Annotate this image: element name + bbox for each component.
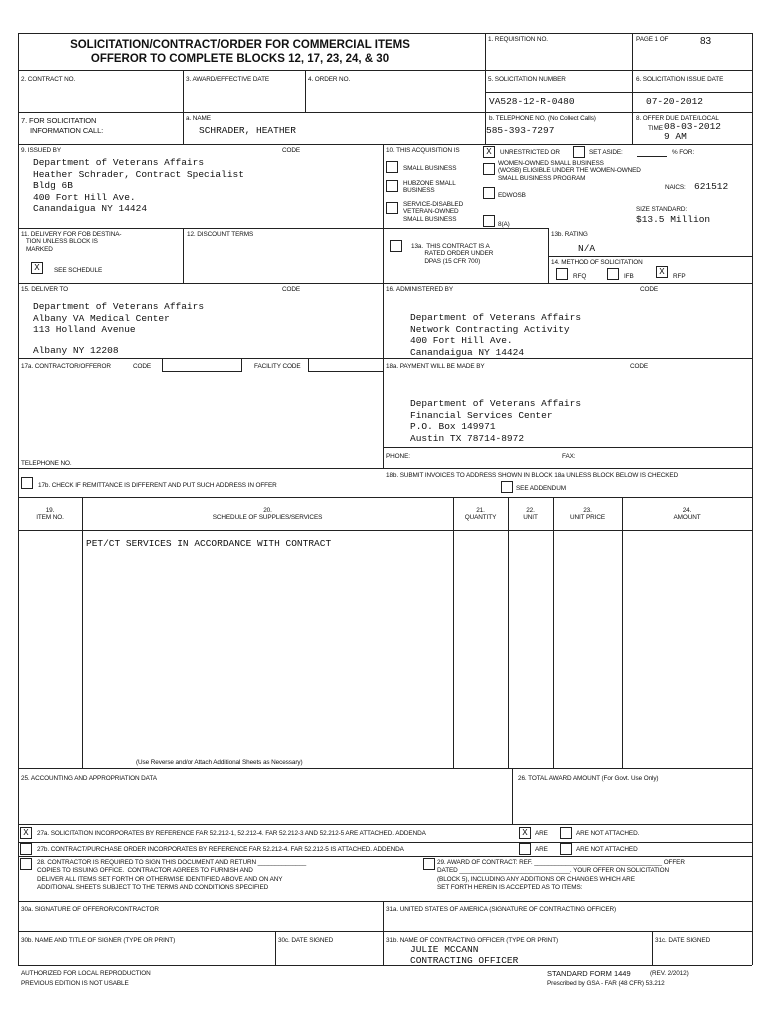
set-aside-label: SET ASIDE: [589, 149, 623, 156]
block31b-label: 31b. NAME OF CONTRACTING OFFICER (TYPE OR PRINT) [386, 937, 559, 944]
rfq-checkbox[interactable] [556, 268, 568, 280]
block9-code-label: CODE [282, 147, 301, 154]
8a-checkbox[interactable] [483, 215, 495, 227]
block16-code-label: CODE [640, 286, 659, 293]
rule [18, 824, 752, 825]
block13b-label: 13b. RATING [551, 231, 588, 238]
rule [383, 447, 752, 448]
size-standard-value[interactable]: $13.5 Million [636, 214, 711, 225]
block1-label: 1. REQUISITION NO. [488, 36, 548, 43]
rating-value[interactable]: N/A [578, 243, 596, 254]
rule [183, 112, 184, 144]
27b-are-label: ARE [535, 846, 548, 853]
rule [548, 256, 752, 257]
see-schedule-label: SEE SCHEDULE [54, 267, 103, 274]
rule [18, 358, 752, 359]
rule [18, 856, 752, 857]
block18a-code-label: CODE [630, 363, 649, 370]
block6-label: 6. SOLICITATION ISSUE DATE [636, 76, 724, 83]
27a-are-not-checkbox[interactable] [560, 827, 572, 839]
block27a-label: 27a. SOLICITATION INCORPORATES BY REFERENCE FAR 52.212-1, 52.212-4. FAR 52.212-3 AND 52.212-5 ARE ATTACHED. ADDENDA [37, 830, 426, 837]
rule [508, 497, 509, 768]
rule [622, 497, 623, 768]
rule [18, 144, 752, 145]
footer-form-number: STANDARD FORM 1449 [547, 969, 631, 978]
rule [18, 112, 752, 113]
percent-for-label: % FOR: [672, 149, 695, 156]
27b-are-not-checkbox[interactable] [560, 843, 572, 855]
block27b-label: 27b. CONTRACT/PURCHASE ORDER INCORPORATES BY REFERENCE FAR 52.212-4. FAR 52.212-5 IS ATTACHED. ADDENDA [37, 846, 404, 853]
col-quantity-header: 21. QUANTITY [464, 507, 497, 522]
rule [553, 497, 554, 768]
fax-label: FAX: [562, 453, 576, 460]
reverse-note: (Use Reverse and/or Attach Additional Sheets as Necessary) [136, 759, 303, 766]
rfp-checkbox[interactable]: X [656, 266, 668, 278]
telephone-number[interactable]: 585-393-7297 [486, 125, 555, 136]
block17a-label: 17a. CONTRACTOR/OFFEROR [21, 363, 111, 370]
27b-are-not-label: ARE NOT ATTACHED [576, 846, 638, 853]
sdvosb-label: SERVICE-DISABLED VETERAN-OWNED SMALL BUSINESS [403, 201, 464, 223]
schedule-item-description[interactable]: PET/CT SERVICES IN ACCORDANCE WITH CONTRACT [86, 538, 332, 549]
set-aside-checkbox[interactable] [573, 146, 585, 158]
block26-label: 26. TOTAL AWARD AMOUNT (For Govt. Use Only) [518, 775, 659, 782]
wosb-checkbox[interactable] [483, 163, 495, 175]
see-schedule-checkbox[interactable]: X [31, 262, 43, 274]
form-top-border [18, 33, 752, 34]
block18b-label: 18b. SUBMIT INVOICES TO ADDRESS SHOWN IN BLOCK 18a UNLESS BLOCK BELOW IS CHECKED [386, 472, 679, 479]
28-checkbox[interactable] [20, 858, 32, 870]
rule [18, 70, 752, 71]
27b-checkbox[interactable] [20, 843, 32, 855]
rule [512, 768, 513, 824]
contractor-code-box[interactable] [162, 358, 242, 372]
naics-code[interactable]: 621512 [694, 181, 729, 192]
col-schedule-header: 20. SCHEDULE OF SUPPLIES/SERVICES [212, 507, 323, 522]
block17b-label: 17b. CHECK IF REMITTANCE IS DIFFERENT AND PUT SUCH ADDRESS IN OFFER [38, 482, 277, 489]
set-aside-percent-line [637, 156, 667, 157]
block25-label: 25. ACCOUNTING AND APPROPRIATION DATA [21, 775, 157, 782]
block15-code-label: CODE [282, 286, 301, 293]
block15-label: 15. DELIVER TO [21, 286, 69, 293]
rule [18, 530, 752, 531]
rule [18, 228, 383, 229]
rule [18, 842, 752, 843]
deliver-to-address[interactable]: Department of Veterans Affairs Albany VA Medical Center 113 Holland Avenue [33, 301, 205, 335]
small-business-label: SMALL BUSINESS [403, 165, 457, 172]
block9-label: 9. ISSUED BY [21, 147, 61, 154]
block7-label: 7. FOR SOLICITATION [21, 116, 97, 125]
rule [383, 228, 548, 229]
remittance-checkbox[interactable] [21, 477, 33, 489]
rule [18, 768, 752, 769]
block5-label: 5. SOLICITATION NUMBER [488, 76, 566, 83]
facility-code-label: FACILITY CODE [254, 363, 301, 370]
block18a-label: 18a. PAYMENT WILL BE MADE BY [386, 363, 485, 370]
block11-label: 11. DELIVERY FOR FOB DESTINA- TION UNLESS BLOCK IS MARKED [21, 231, 122, 253]
rule [18, 497, 752, 498]
27a-are-checkbox[interactable]: X [519, 827, 531, 839]
block30b-label: 30b. NAME AND TITLE OF SIGNER (TYPE OR PRINT) [21, 937, 176, 944]
block13a-label: 13a. THIS CONTRACT IS A RATED ORDER UNDER DPAS (15 CFR 700) [411, 243, 494, 265]
footer-reproduction: AUTHORIZED FOR LOCAL REPRODUCTION [21, 970, 151, 977]
rule [383, 144, 384, 468]
facility-code-box[interactable] [308, 358, 384, 372]
27a-are-label: ARE [535, 830, 548, 837]
ifb-checkbox[interactable] [607, 268, 619, 280]
solicitation-number[interactable]: VA528-12-R-0480 [489, 96, 575, 107]
see-addendum-label: SEE ADDENDUM [516, 485, 566, 492]
rated-order-checkbox[interactable] [390, 240, 402, 252]
see-addendum-checkbox[interactable] [501, 481, 513, 493]
form-title-line1: SOLICITATION/CONTRACT/ORDER FOR COMMERCIAL ITEMS [70, 39, 410, 51]
hubzone-label: HUBZONE SMALL BUSINESS [403, 180, 456, 195]
block14-label: 14. METHOD OF SOLICITATION [551, 259, 643, 266]
block7-label-2: INFORMATION CALL: [30, 126, 104, 135]
27a-checkbox[interactable]: X [20, 827, 32, 839]
naics-label: NAICS: [665, 184, 686, 191]
deliver-to-city[interactable]: Albany NY 12208 [33, 345, 119, 356]
administered-by-address[interactable]: Department of Veterans Affairs Network Contracting Activity 400 Fort Hill Ave. Canandaigua NY 14424 [410, 312, 582, 358]
block8-label: 8. OFFER DUE DATE/LOCAL [636, 115, 719, 122]
rule [18, 468, 752, 469]
rule [383, 901, 384, 965]
rule [548, 228, 549, 283]
rule [485, 92, 752, 93]
col-amount-header: 24. AMOUNT [673, 507, 701, 522]
phone-label: PHONE: [386, 453, 410, 460]
contact-name[interactable]: SCHRADER, HEATHER [199, 125, 296, 136]
block16-label: 16. ADMINISTERED BY [386, 286, 453, 293]
block30c-label: 30c. DATE SIGNED [278, 937, 334, 944]
block30a-label: 30a. SIGNATURE OF OFFEROR/CONTRACTOR [21, 906, 159, 913]
unrestricted-label: UNRESTRICTED OR [500, 149, 560, 156]
form-left-border [18, 33, 19, 965]
rule [652, 931, 653, 965]
block10-label: 10. THIS ACQUISITION IS [386, 147, 460, 154]
sdvosb-checkbox[interactable] [386, 202, 398, 214]
rfq-label: RFQ [573, 273, 587, 280]
form-right-border [752, 33, 753, 965]
rfp-label: RFP [673, 273, 686, 280]
rule [18, 283, 752, 284]
block3-label: 3. AWARD/EFFECTIVE DATE [186, 76, 270, 83]
offer-due-time[interactable]: 9 AM [664, 131, 687, 142]
footer-previous-edition: PREVIOUS EDITION IS NOT USABLE [21, 980, 129, 987]
rule [453, 497, 454, 768]
col-unit-price-header: 23. UNIT PRICE [569, 507, 606, 522]
block12-label: 12. DISCOUNT TERMS [187, 231, 254, 238]
rule [18, 901, 752, 902]
small-business-checkbox[interactable] [386, 161, 398, 173]
block7b-label: b. TELEPHONE NO. (No Collect Calls) [489, 115, 596, 122]
page-label: PAGE 1 OF [636, 36, 669, 43]
rule [183, 228, 184, 283]
rule [632, 33, 633, 144]
rule [82, 497, 83, 768]
27a-are-not-label: ARE NOT ATTACHED. [576, 830, 640, 837]
unrestricted-checkbox[interactable]: X [483, 146, 495, 158]
time-label: TIME [648, 125, 663, 132]
rule [183, 70, 184, 112]
telephone-label: TELEPHONE NO. [21, 460, 72, 467]
edwosb-checkbox[interactable] [483, 187, 495, 199]
edwosb-label: EDWOSB [498, 192, 526, 199]
contracting-officer-title[interactable]: CONTRACTING OFFICER [410, 955, 519, 966]
block17a-code-label: CODE [133, 363, 152, 370]
offer-due-date[interactable]: 08-03-2012 [664, 121, 722, 132]
block31a-label: 31a. UNITED STATES OF AMERICA (SIGNATURE OF CONTRACTING OFFICER) [386, 906, 617, 913]
block7a-label: a. NAME [186, 115, 211, 122]
block4-label: 4. ORDER NO. [308, 76, 351, 83]
col-unit-header: 22. UNIT [523, 507, 538, 522]
payment-address[interactable]: Department of Veterans Affairs Financial Services Center P.O. Box 149971 Austin TX 78714-8972 [410, 398, 582, 444]
hubzone-checkbox[interactable] [386, 180, 398, 192]
8a-label: 8(A) [498, 221, 510, 228]
rule [18, 931, 752, 932]
block29-text: 29. AWARD OF CONTRACT: REF. _____________________________________ OFFER DATED ________________________________. YOUR OFFER ON SOLICITATION (BLOCK 5), INCLUDING ANY ADDITIONS OR CHANGES WHICH ARE SET FORTH HEREIN IS ACCEPTED AS TO ITEMS: [437, 859, 685, 891]
27b-are-checkbox[interactable] [519, 843, 531, 855]
issued-by-address[interactable]: Department of Veterans Affairs Heather Schrader, Contract Specialist Bldg 6B 400 Fort Hill Ave. Canandaigua NY 14424 [33, 157, 244, 214]
rule [305, 70, 306, 112]
size-standard-label: SIZE STANDARD: [636, 206, 688, 213]
rule [275, 931, 276, 965]
form-bottom-border [18, 965, 752, 966]
form-title-line2: OFFEROR TO COMPLETE BLOCKS 12, 17, 23, 24, & 30 [90, 53, 390, 65]
block31c-label: 31c. DATE SIGNED [655, 937, 711, 944]
footer-revision: (REV. 2/2012) [650, 970, 689, 977]
col-item-no-header: 19. ITEM NO. [36, 507, 64, 522]
contracting-officer-name[interactable]: JULIE MCCANN [410, 944, 479, 955]
block2-label: 2. CONTRACT NO. [21, 76, 76, 83]
29-checkbox[interactable] [423, 858, 435, 870]
page-total: 83 [700, 36, 712, 47]
form-title [20, 38, 460, 66]
wosb-label: WOMEN-OWNED SMALL BUSINESS (WOSB) ELIGIBLE UNDER THE WOMEN-OWNED SMALL BUSINESS PROGRAM [498, 160, 641, 182]
ifb-label: IFB [624, 273, 634, 280]
footer-prescribed: Prescribed by GSA - FAR (48 CFR) 53.212 [547, 980, 665, 987]
issue-date[interactable]: 07-20-2012 [646, 96, 704, 107]
block28-text: 28. CONTRACTOR IS REQUIRED TO SIGN THIS DOCUMENT AND RETURN ______________ COPIES TO ISSUING OFFICE. CONTRACTOR AGREES TO FURNISH AND DELIVER ALL ITEMS SET FORTH OR OTHERWISE IDENTIFIED ABOVE AND ON ANY ADDITIONAL SHEETS SUBJECT TO THE TERMS AND CONDITIONS SPECIFIED [37, 859, 307, 891]
